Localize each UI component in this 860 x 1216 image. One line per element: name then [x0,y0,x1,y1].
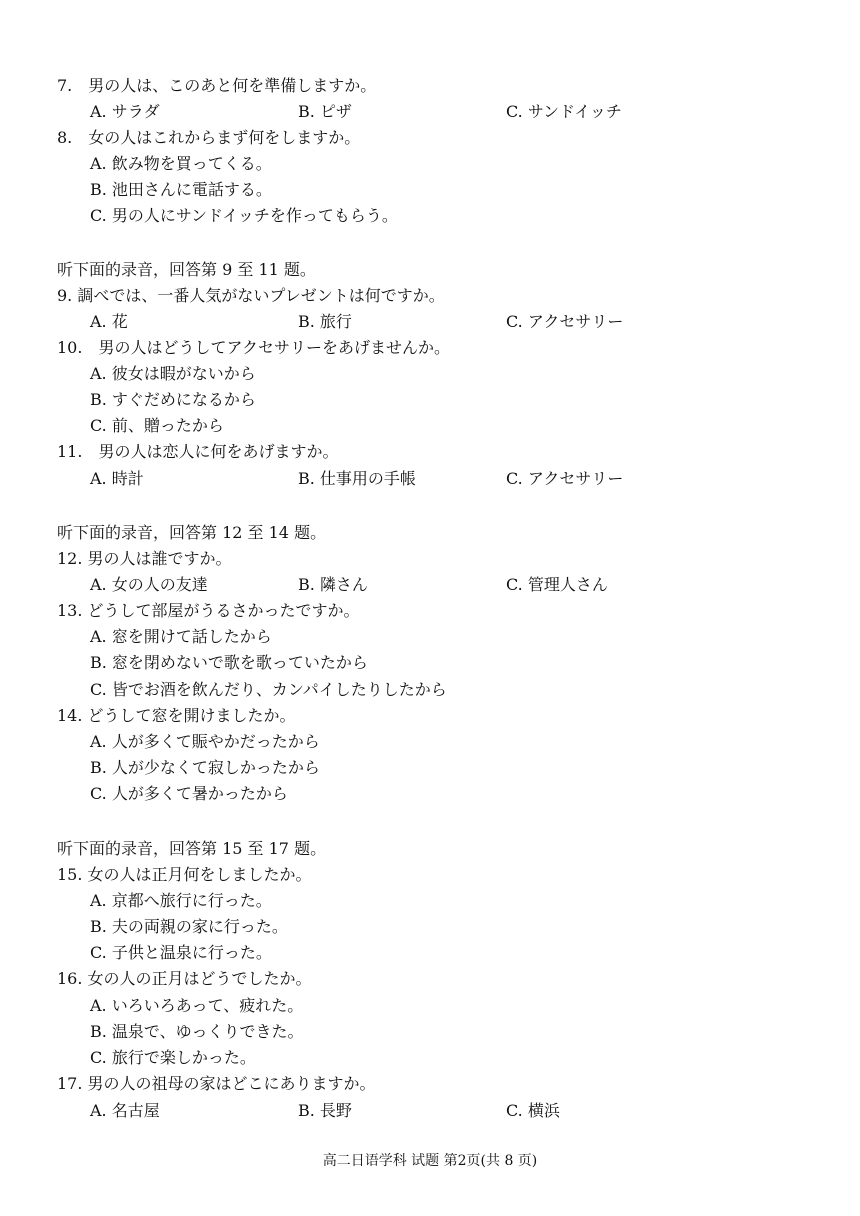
option-9b: B. 旅行 [298,312,352,331]
option-11b: B. 仕事用の手帳 [298,469,416,488]
question-11: 11. 男の人は恋人に何をあげますか。 [57,442,339,461]
option-11c: C. アクセサリー [506,469,624,488]
question-8: 8. 女の人はこれからまず何をしますか。 [57,128,361,147]
option-8b: B. 池田さんに電話する。 [90,180,272,199]
option-14c: C. 人が多くて暑かったから [90,784,288,803]
option-8a: A. 飲み物を買ってくる。 [90,154,272,173]
option-13b: B. 窓を閉めないで歌を歌っていたから [90,653,368,672]
option-7a: A. サラダ [90,102,160,121]
option-7c: C. サンドイッチ [506,102,622,121]
option-16c: C. 旅行で楽しかった。 [90,1048,256,1067]
option-16a: A. いろいろあって、疲れた。 [90,996,304,1015]
option-11a: A. 時計 [90,469,144,488]
option-10b: B. すぐだめになるから [90,390,256,409]
section-heading-15-17: 听下面的录音，回答第 15 至 17 题。 [57,839,327,858]
question-7: 7. 男の人は、このあと何を準備しますか。 [57,76,377,95]
option-12c: C. 管理人さん [506,575,608,594]
option-9c: C. アクセサリー [506,312,624,331]
option-13a: A. 窓を開けて話したから [90,627,272,646]
question-14: 14. どうして窓を開けましたか。 [57,706,296,725]
option-12a: A. 女の人の友達 [90,575,208,594]
option-10a: A. 彼女は暇がないから [90,364,256,383]
question-16: 16. 女の人の正月はどうでしたか。 [57,969,312,988]
question-13: 13. どうして部屋がうるさかったですか。 [57,601,360,620]
option-8c: C. 男の人にサンドイッチを作ってもらう。 [90,206,398,225]
page-footer: 高二日语学科 试题 第2页(共 8 页) [322,1153,538,1169]
question-9: 9. 調べでは、一番人気がないプレゼントは何ですか。 [57,286,445,305]
option-15a: A. 京都へ旅行に行った。 [90,891,272,910]
question-17: 17. 男の人の祖母の家はどこにありますか。 [57,1074,376,1093]
option-17a: A. 名古屋 [90,1101,160,1120]
option-9a: A. 花 [90,312,128,331]
option-7b: B. ピザ [298,102,352,121]
option-14a: A. 人が多くて賑やかだったから [90,732,320,751]
question-15: 15. 女の人は正月何をしましたか。 [57,865,312,884]
section-heading-12-14: 听下面的录音，回答第 12 至 14 题。 [57,523,327,542]
option-17b: B. 長野 [298,1101,352,1120]
section-heading-9-11: 听下面的录音，回答第 9 至 11 题。 [57,260,316,279]
option-14b: B. 人が少なくて寂しかったから [90,758,320,777]
option-10c: C. 前、贈ったから [90,416,224,435]
option-12b: B. 隣さん [298,575,368,594]
option-15b: B. 夫の両親の家に行った。 [90,917,288,936]
option-15c: C. 子供と温泉に行った。 [90,943,272,962]
question-10: 10. 男の人はどうしてアクセサリーをあげませんか。 [57,338,450,357]
question-12: 12. 男の人は誰ですか。 [57,549,232,568]
option-17c: C. 横浜 [506,1101,560,1120]
option-16b: B. 温泉で、ゆっくりできた。 [90,1022,304,1041]
option-13c: C. 皆でお酒を飲んだり、カンパイしたりしたから [90,680,447,699]
